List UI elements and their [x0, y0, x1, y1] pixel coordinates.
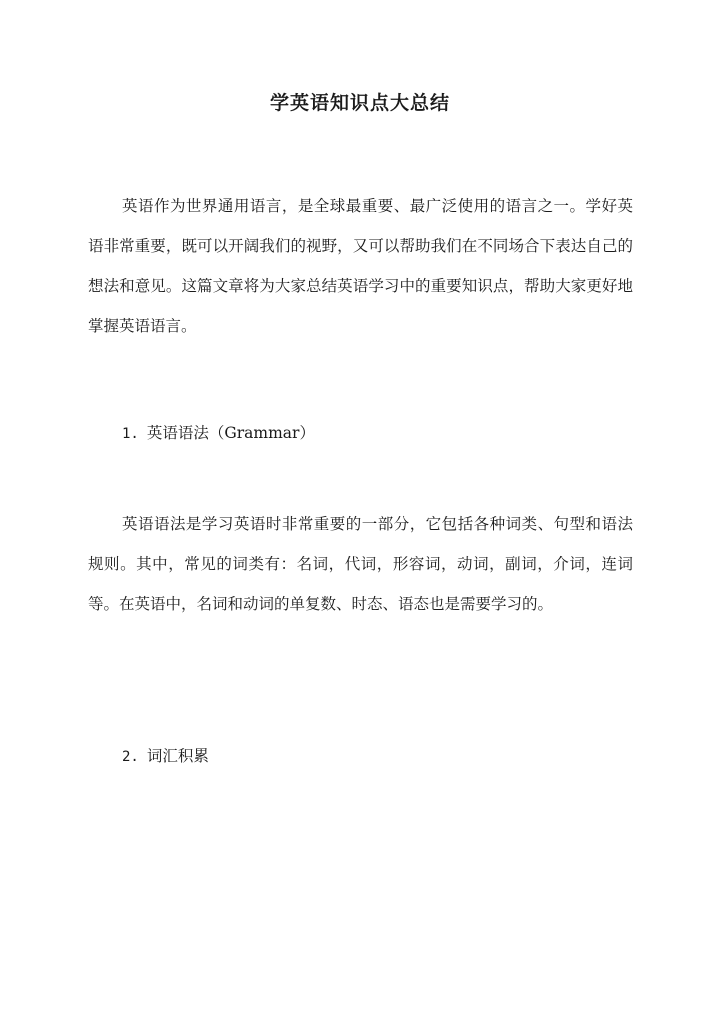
section-number: 1.	[122, 426, 139, 442]
intro-paragraph: 英语作为世界通用语言，是全球最重要、最广泛使用的语言之一。学好英语非常重要，既可以开阔我们的视野，又可以帮助我们在不同场合下表达自己的想法和意见。这篇文章将为大家总结英语学习中的重要知识点，帮助大家更好地掌握英语语言。	[88, 197, 633, 335]
section-heading-text: 词汇积累	[146, 747, 209, 765]
section-number: 2.	[122, 749, 139, 765]
document-title: 学英语知识点大总结	[269, 92, 450, 114]
section-heading-vocabulary	[122, 741, 209, 772]
section-heading-grammar	[122, 418, 315, 449]
grammar-paragraph: 英语语法是学习英语时非常重要的一部分，它包括各种词类、句型和语法规则。其中，常见的词类有：名词，代词，形容词，动词，副词，介词，连词等。在英语中，名词和动词的单复数、时态、语态也是需要学习的。	[88, 515, 633, 613]
section-heading-text: 英语语法（Grammar）	[146, 424, 315, 442]
